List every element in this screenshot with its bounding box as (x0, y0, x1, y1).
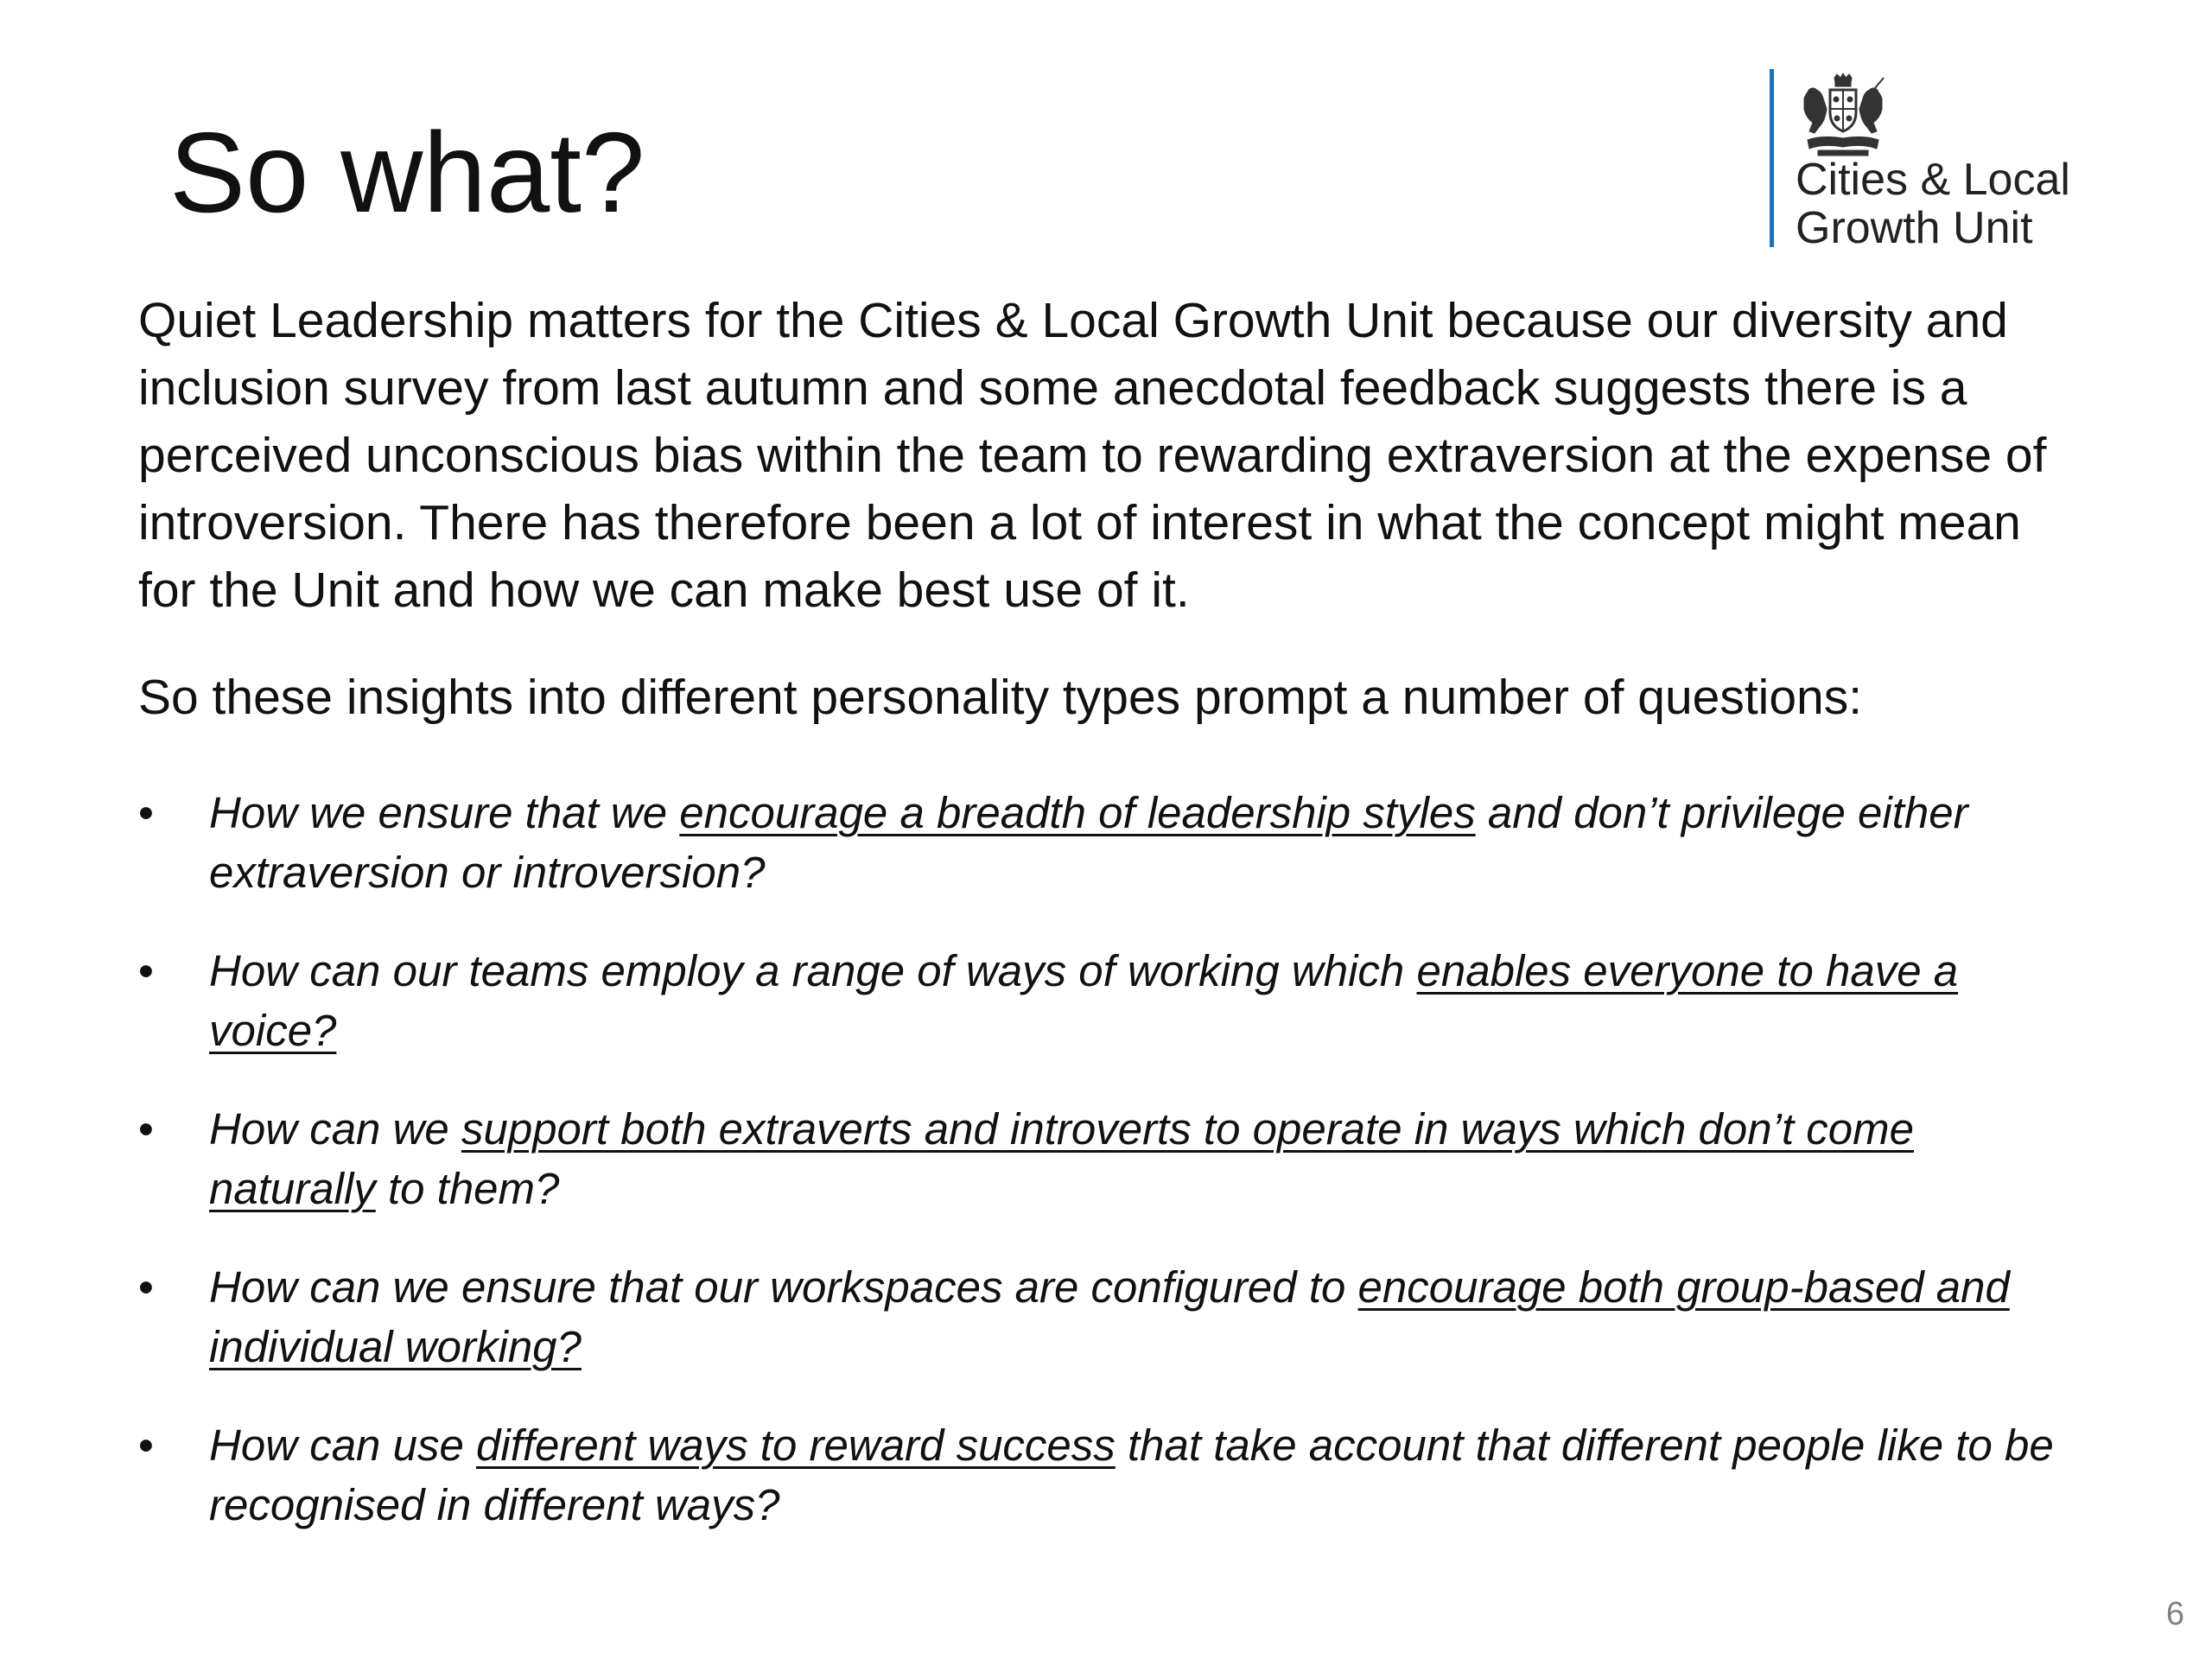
bullet: • (138, 1262, 154, 1312)
bullet: • (138, 946, 154, 995)
question-emphasis: different ways to reward success (476, 1421, 1116, 1470)
question-text: and don’t privilege either extraversion or introversion? (209, 788, 1968, 897)
question-text: that take account that different people like to be recognised in different ways? (209, 1421, 2054, 1529)
bullet: • (138, 1421, 154, 1470)
question-text: How can we (209, 1104, 461, 1154)
question-text: to them? (375, 1164, 560, 1213)
page-number: 6 (2165, 1596, 2184, 1632)
question-text: How can our teams employ a range of ways of working which (209, 946, 1417, 995)
logo-line-2: Growth Unit (1796, 203, 2033, 253)
slide-title: So what? (169, 109, 645, 236)
list-item (138, 783, 2091, 902)
logo-divider (1770, 69, 1774, 247)
bullet: • (138, 788, 154, 837)
list-item (138, 941, 2091, 1060)
intro-paragraph: Quiet Leadership matters for the Cities & Local Growth Unit because our diversity and inclusion survey from last autumn and some anecdotal feedback suggests there is a perceived unconscious bias within the team to rewarding extraversion at the expense of introversion. There has therefore been a lot of interest in what the concept might mean for the Unit and how we can make best use of it. (138, 293, 2047, 618)
question-emphasis: enables everyone to have a voice? (209, 946, 1959, 1055)
questions-list (138, 783, 2091, 1535)
question-text: How can we ensure that our workspaces are configured to (209, 1262, 1358, 1312)
question-emphasis: encourage both group-based and individual working? (209, 1262, 2010, 1371)
question-text: How can use (209, 1421, 476, 1470)
list-item (138, 1099, 2091, 1218)
bullet: • (138, 1104, 154, 1154)
list-item (138, 1257, 2091, 1376)
question-emphasis: encourage a breadth of leadership styles (679, 788, 1476, 837)
cities-local-growth-unit-logo (1770, 69, 2133, 251)
question-emphasis: support both extraverts and introverts to operate in ways which don’t come naturally (209, 1104, 1915, 1213)
question-text: How we ensure that we (209, 788, 680, 837)
slide-body (138, 287, 2091, 1573)
logo-line-1: Cities & Local (1796, 155, 2070, 205)
logo-wordmark (1796, 156, 2070, 252)
royal-coat-of-arms-icon (1796, 73, 1891, 157)
list-item (138, 1415, 2091, 1535)
lead-paragraph: So these insights into different personality types prompt a number of questions: (138, 670, 1863, 725)
